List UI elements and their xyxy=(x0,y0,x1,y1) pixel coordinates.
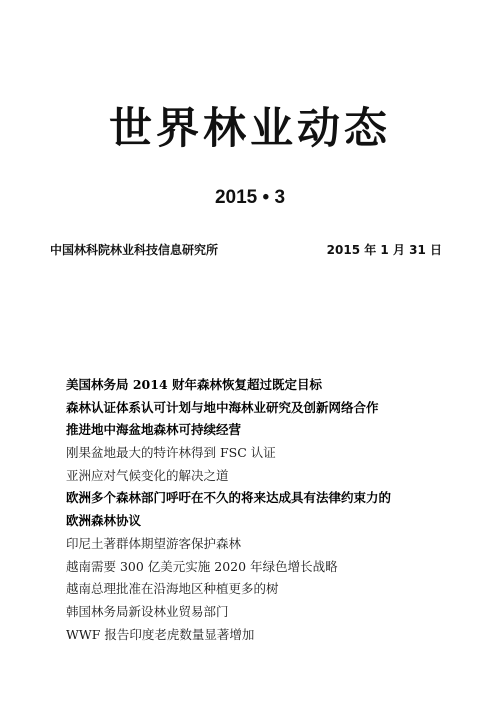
toc-item: 刚果盆地最大的特许林得到 FSC 认证 xyxy=(66,445,276,461)
publication-title: 世界林业动态 xyxy=(109,104,391,154)
toc-item: 亚洲应对气候变化的解决之道 xyxy=(66,467,229,483)
table-of-contents xyxy=(66,374,486,646)
toc-item: 欧洲森林协议 xyxy=(66,513,142,529)
toc-item: 森林认证体系认可计划与地中海林业研究及创新网络合作 xyxy=(66,399,379,415)
toc-item: WWF 报告印度老虎数量显著增加 xyxy=(66,626,255,642)
toc-item: 推进地中海盆地森林可持续经营 xyxy=(66,422,242,438)
toc-item: 欧洲多个森林部门呼吁在不久的将来达成具有法律约束力的 xyxy=(66,490,392,506)
toc-item: 越南总理批准在沿海地区种植更多的树 xyxy=(66,581,279,597)
toc-item: 越南需要 300 亿美元实施 2020 年绿色增长战略 xyxy=(66,558,338,574)
toc-item: 美国林务局 2014 财年森林恢复超过既定目标 xyxy=(66,377,322,392)
issue-number: 2015 • 3 xyxy=(214,187,286,208)
publication-date: 2015 年 1 月 31 日 xyxy=(326,243,442,257)
publisher-name: 中国林科院林业科技信息研究所 xyxy=(50,243,219,257)
toc-item: 印尼土著群体期望游客保护森林 xyxy=(66,535,242,551)
toc-item: 韩国林务局新设林业贸易部门 xyxy=(66,603,229,619)
